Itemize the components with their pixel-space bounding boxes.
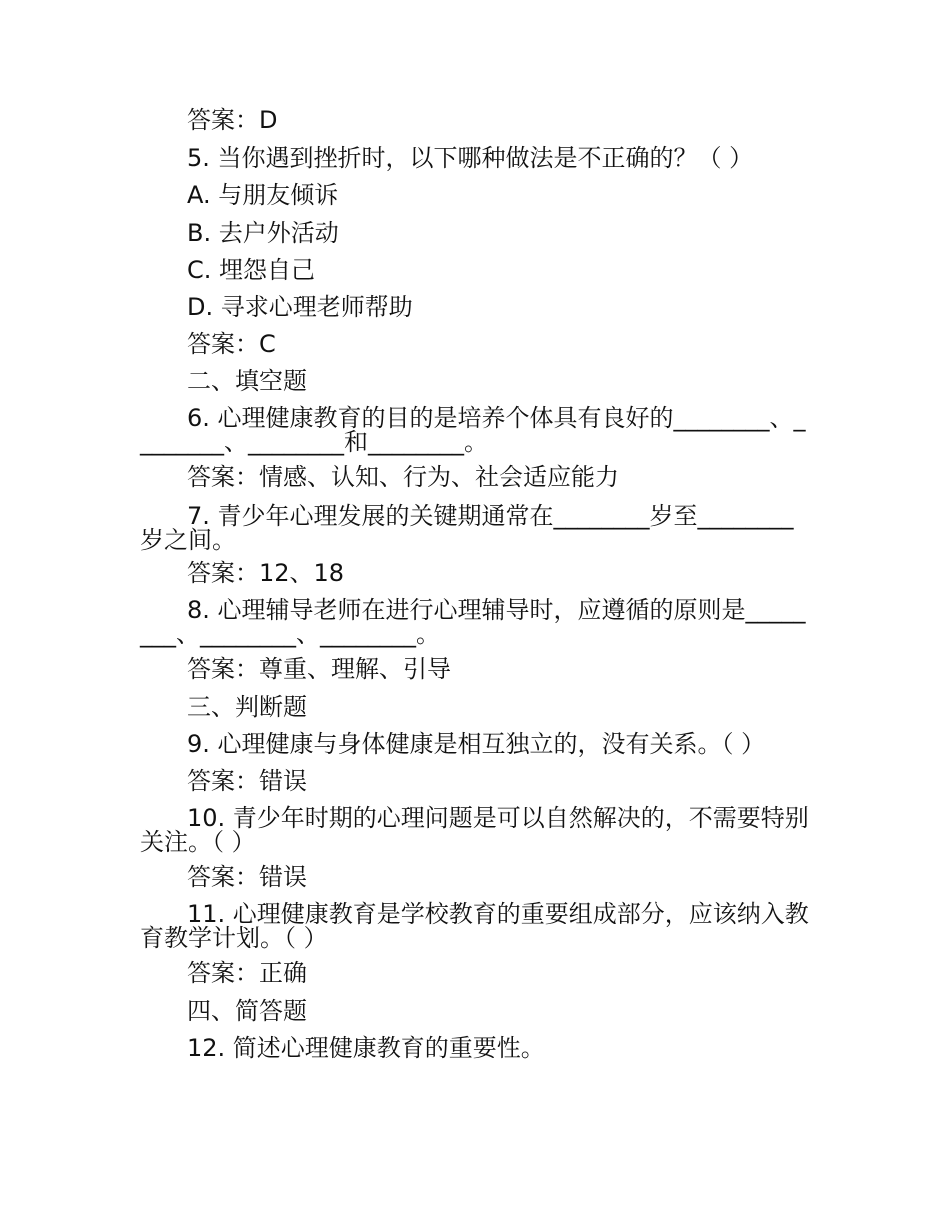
answer-q9: 答案：错误	[187, 767, 307, 795]
section-fill-in-blank: 二、填空题	[187, 367, 307, 395]
answer-q5: 答案：C	[187, 330, 276, 358]
question-10: 10. 青少年时期的心理问题是可以自然解决的，不需要特别关注。（ ）	[140, 804, 809, 856]
question-8: 8. 心理辅导老师在进行心理辅导时，应遵循的原则是________、________、________。	[140, 596, 806, 648]
answer-q7: 答案：12、18	[187, 559, 345, 587]
question-5: 5. 当你遇到挫折时，以下哪种做法是不正确的？（ ）	[187, 144, 754, 172]
answer-q10: 答案：错误	[187, 863, 307, 891]
question-6: 6. 心理健康教育的目的是培养个体具有良好的________、________、________和________。	[140, 404, 806, 456]
section-short-answer: 四、简答题	[187, 997, 307, 1025]
answer-q11: 答案：正确	[187, 959, 307, 987]
question-11: 11. 心理健康教育是学校教育的重要组成部分，应该纳入教育教学计划。（ ）	[140, 900, 809, 952]
option-d: D. 寻求心理老师帮助	[187, 293, 413, 321]
option-c: C. 埋怨自己	[187, 256, 316, 284]
answer-q6: 答案：情感、认知、行为、社会适应能力	[187, 463, 619, 491]
option-a: A. 与朋友倾诉	[187, 181, 339, 209]
answer-q8: 答案：尊重、理解、引导	[187, 655, 451, 683]
question-9: 9. 心理健康与身体健康是相互独立的，没有关系。（ ）	[187, 730, 766, 758]
option-b: B. 去户外活动	[187, 219, 339, 247]
question-12: 12. 简述心理健康教育的重要性。	[187, 1034, 545, 1062]
answer-q4: 答案：D	[187, 106, 278, 134]
section-true-false: 三、判断题	[187, 693, 307, 721]
question-7: 7. 青少年心理发展的关键期通常在________岁至________岁之间。	[140, 502, 794, 554]
